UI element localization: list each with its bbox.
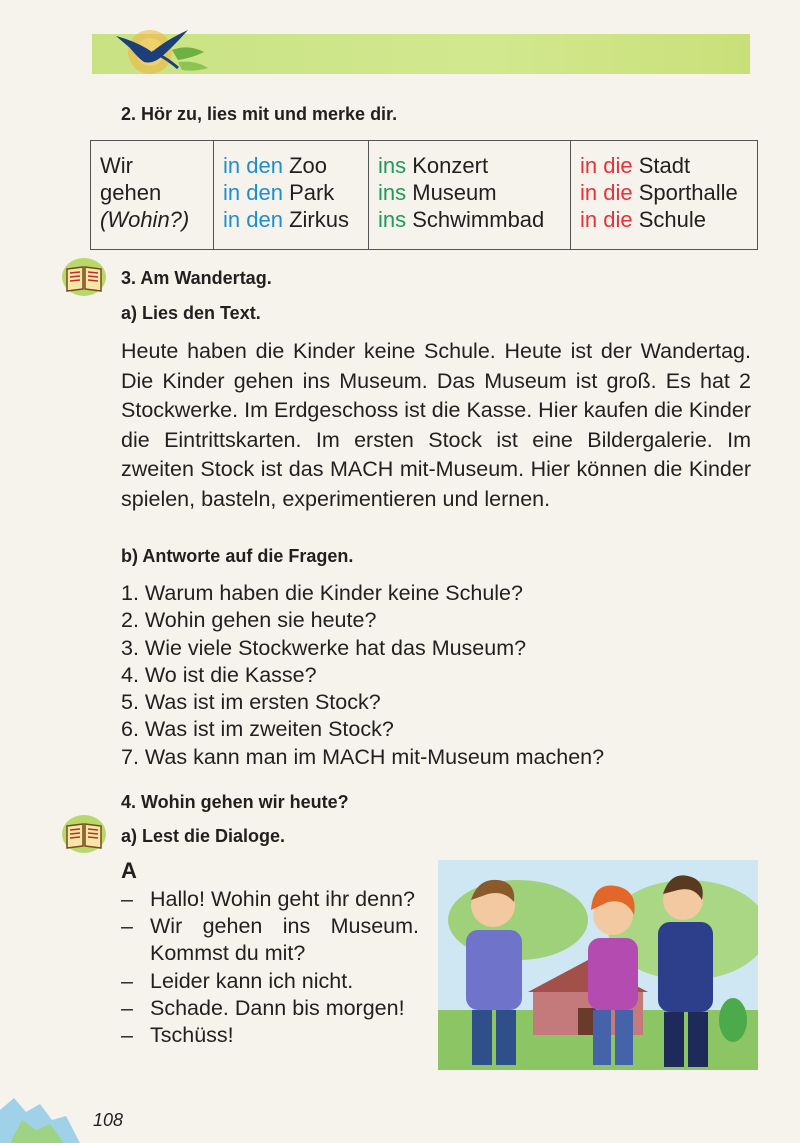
children-illustration: [438, 860, 758, 1070]
table-col-ins: ins Konzert ins Museum ins Schwimmbad: [369, 141, 571, 250]
book-icon: [61, 257, 107, 297]
task4-a-label: a) Lest die Dialoge.: [121, 826, 286, 846]
dialog-line: – Hallo! Wohin geht ihr denn?: [121, 886, 419, 913]
dialog-line: – Wir gehen ins Museum. Kommst du mit?: [121, 913, 419, 967]
dialog-line: – Tschüss!: [121, 1022, 419, 1049]
question-list: [121, 580, 604, 771]
task4-title: 4. Wohin gehen wir heute?: [121, 792, 349, 812]
dialog-list: [121, 886, 419, 1049]
list-item: 7. Was kann man im MACH mit-Museum machen?: [121, 744, 605, 769]
dialog-line: – Schade. Dann bis morgen!: [121, 995, 419, 1022]
dialog-line: – Leider kann ich nicht.: [121, 968, 419, 995]
book-icon: [61, 814, 107, 854]
list-item: 4. Wo ist die Kasse?: [121, 662, 317, 687]
dialog-letter: A: [121, 858, 137, 883]
list-item: 5. Was ist im ersten Stock?: [121, 690, 381, 715]
task3-text: Heute haben die Kinder keine Schule. Heute ist der Wandertag. Die Kinder gehen ins Museum. Das Museum ist groß. Es hat 2 Stockwerke. Im Erdgeschoss ist die Kasse. Hier kaufen die Kinder die Eintrittskarten. Im ersten Stock ist eine Bildergalerie. Im zweiten Stock ist das MACH mit-Museum. Hier können die Kinder spielen, basteln, experimentieren und lernen.: [121, 339, 751, 511]
list-item: 3. Wie viele Stockwerke hat das Museum?: [121, 635, 527, 660]
list-item: 2. Wohin gehen sie heute?: [121, 608, 377, 633]
list-item: 6. Was ist im zweiten Stock?: [121, 717, 394, 742]
table-col-in-den: in den Zoo in den Park in den Zirkus: [214, 141, 369, 250]
word-table: [90, 140, 758, 250]
task3-a-label: a) Lies den Text.: [121, 303, 261, 323]
task3-title: 3. Am Wandertag.: [121, 268, 272, 288]
page-number: 108: [93, 1110, 124, 1130]
task2-title: 2. Hör zu, lies mit und merke dir.: [121, 104, 398, 124]
table-col-subject: Wir gehen (Wohin?): [91, 141, 214, 250]
list-item: 1. Warum haben die Kinder keine Schule?: [121, 581, 523, 605]
task3-b-label: b) Antworte auf die Fragen.: [121, 546, 354, 566]
table-col-in-die: in die Stadt in die Sporthalle in die Schule: [571, 141, 758, 250]
corner-decoration: [0, 1090, 80, 1143]
swallow-icon: [108, 22, 218, 82]
